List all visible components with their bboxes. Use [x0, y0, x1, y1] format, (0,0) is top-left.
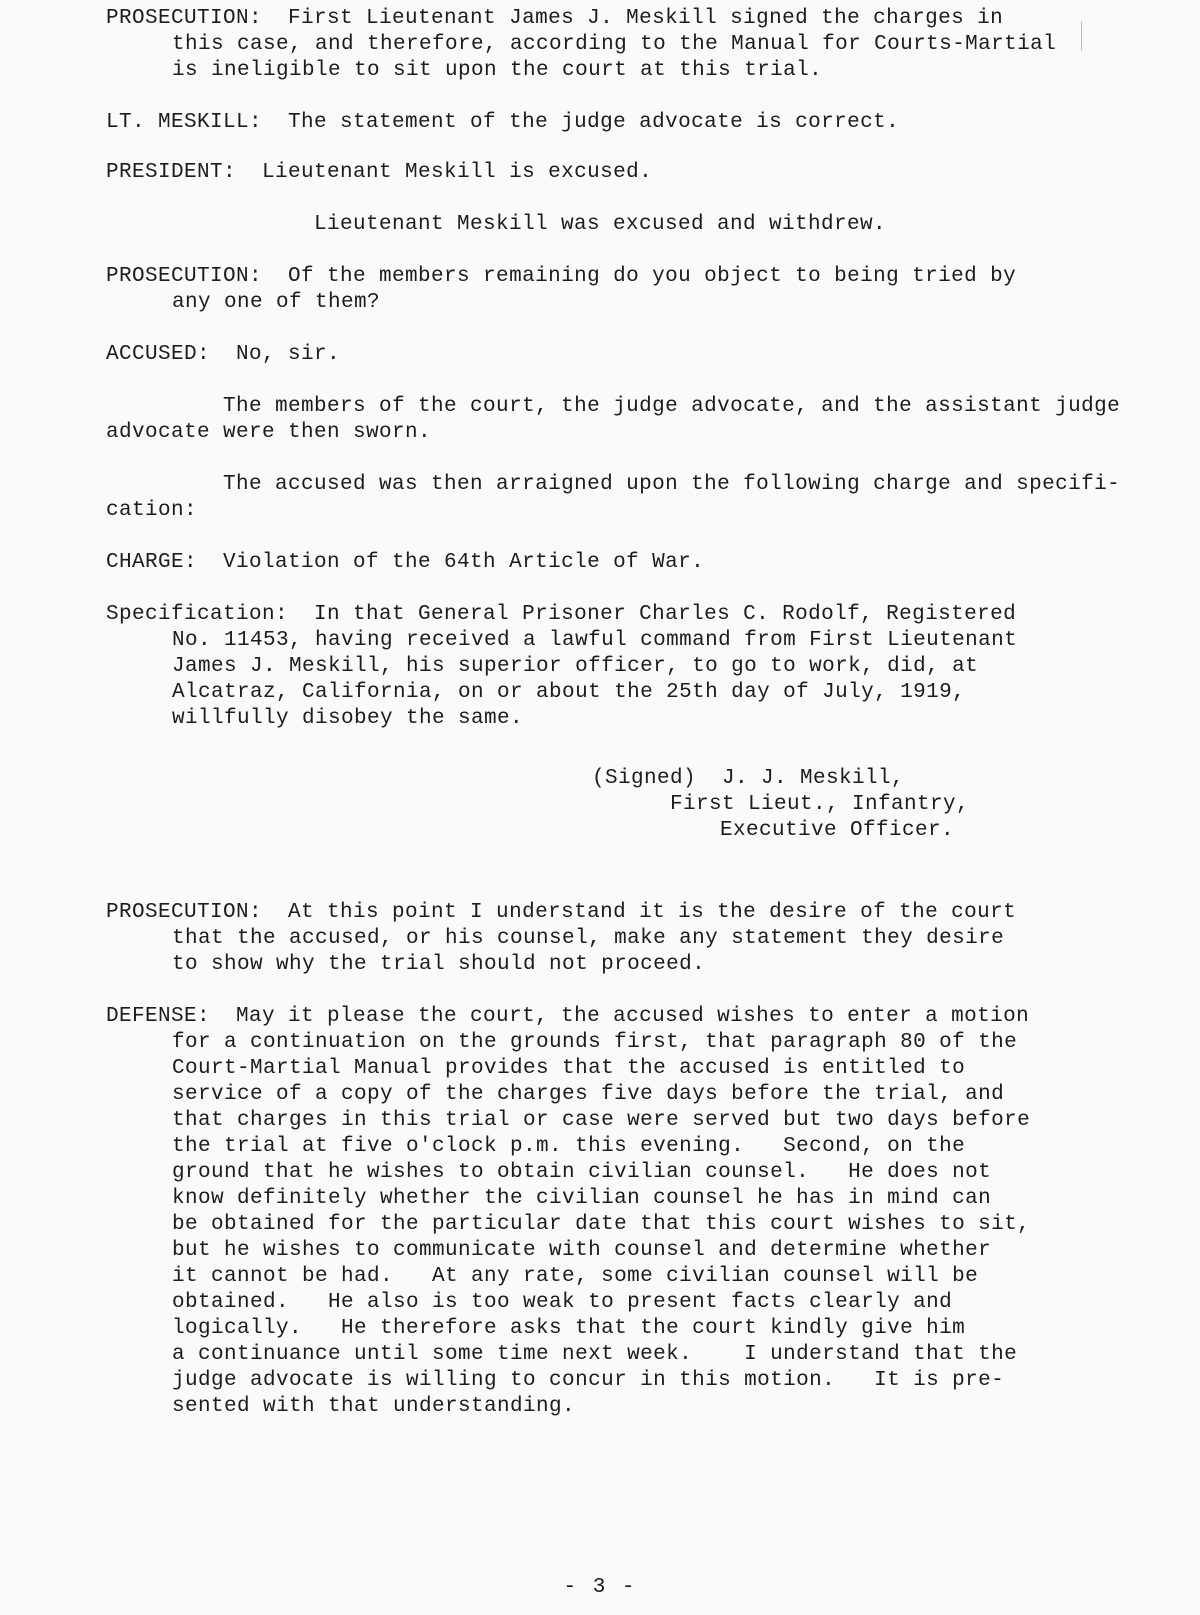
text-line: cation: [106, 499, 198, 522]
signature-line-2: First Lieut., Infantry, [670, 793, 970, 816]
paragraph-excused [0, 212, 1200, 238]
text-line: Alcatraz, California, on or about the 25th day of July, 1919, [172, 681, 966, 704]
text-line: PROSECUTION: First Lieutenant James J. Meskill signed the charges in [106, 7, 1004, 30]
text-line: The members of the court, the judge advocate, and the assistant judge [106, 395, 1121, 418]
text-line: obtained. He also is too weak to present facts clearly and [172, 1291, 953, 1314]
text-line: the trial at five o'clock p.m. this evening. Second, on the [172, 1135, 966, 1158]
paragraph-accused [106, 342, 1086, 368]
text-line: that charges in this trial or case were served but two days before [172, 1109, 1031, 1132]
text-line: LT. MESKILL: The statement of the judge advocate is correct. [106, 111, 900, 134]
text-line: PRESIDENT: Lieutenant Meskill is excused. [106, 161, 653, 184]
text-line: be obtained for the particular date that this court wishes to sit, [172, 1213, 1031, 1236]
text-line: James J. Meskill, his superior officer, to go to work, did, at [172, 655, 979, 678]
text-line: No. 11453, having received a lawful command from First Lieutenant [172, 629, 1018, 652]
text-line: willfully disobey the same. [172, 707, 524, 730]
text-line: that the accused, or his counsel, make any statement they desire [172, 927, 1005, 950]
text-line: judge advocate is willing to concur in this motion. It is pre- [172, 1369, 1005, 1392]
text-line: PROSECUTION: Of the members remaining do you object to being tried by [106, 265, 1017, 288]
paragraph-prosecution-2 [106, 264, 1086, 316]
text-line: PROSECUTION: At this point I understand it is the desire of the court [106, 901, 1017, 924]
paragraph-defense [106, 1004, 1086, 1420]
text-line: CHARGE: Violation of the 64th Article of War. [106, 551, 705, 574]
text-line: know definitely whether the civilian counsel he has in mind can [172, 1187, 992, 1210]
text-line: service of a copy of the charges five days before the trial, and [172, 1083, 1005, 1106]
paragraph-charge [106, 550, 1086, 576]
text-line: any one of them? [172, 291, 381, 314]
signature-line-3: Executive Officer. [720, 819, 955, 842]
text-line: but he wishes to communicate with counsel and determine whether [172, 1239, 992, 1262]
paragraph-lt-meskill [106, 110, 1086, 136]
text-line: Specification: In that General Prisoner Charles C. Rodolf, Registered [106, 603, 1017, 626]
text-line: The accused was then arraigned upon the following charge and specifi- [106, 473, 1121, 496]
paragraph-president [106, 160, 1086, 186]
text-line: Lieutenant Meskill was excused and withdrew. [313, 213, 887, 236]
text-line: for a continuation on the grounds first, that paragraph 80 of the [172, 1031, 1018, 1054]
paragraph-specification [106, 602, 1086, 732]
text-line: ground that he wishes to obtain civilian counsel. He does not [172, 1161, 992, 1184]
paragraph-prosecution-3 [106, 900, 1086, 978]
text-line: a continuance until some time next week. I understand that the [172, 1343, 1018, 1366]
text-line: is ineligible to sit upon the court at this trial. [172, 59, 823, 82]
text-line: Court-Martial Manual provides that the accused is entitled to [172, 1057, 966, 1080]
page-number: - 3 - [563, 1576, 637, 1599]
text-line: logically. He therefore asks that the court kindly give him [172, 1317, 966, 1340]
paragraph-arraigned [106, 472, 1121, 524]
paragraph-prosecution-1 [106, 6, 1086, 84]
text-line: sented with that understanding. [172, 1395, 576, 1418]
text-line: to show why the trial should not proceed. [172, 953, 706, 976]
signature-line-1: (Signed) J. J. Meskill, [592, 767, 905, 790]
text-line: DEFENSE: May it please the court, the accused wishes to enter a motion [106, 1005, 1030, 1028]
text-line: this case, and therefore, according to the Manual for Courts-Martial [172, 33, 1057, 56]
paragraph-sworn [106, 394, 1121, 446]
text-line: it cannot be had. At any rate, some civilian counsel will be [172, 1265, 979, 1288]
text-line: advocate were then sworn. [106, 421, 432, 444]
text-line: ACCUSED: No, sir. [106, 343, 341, 366]
